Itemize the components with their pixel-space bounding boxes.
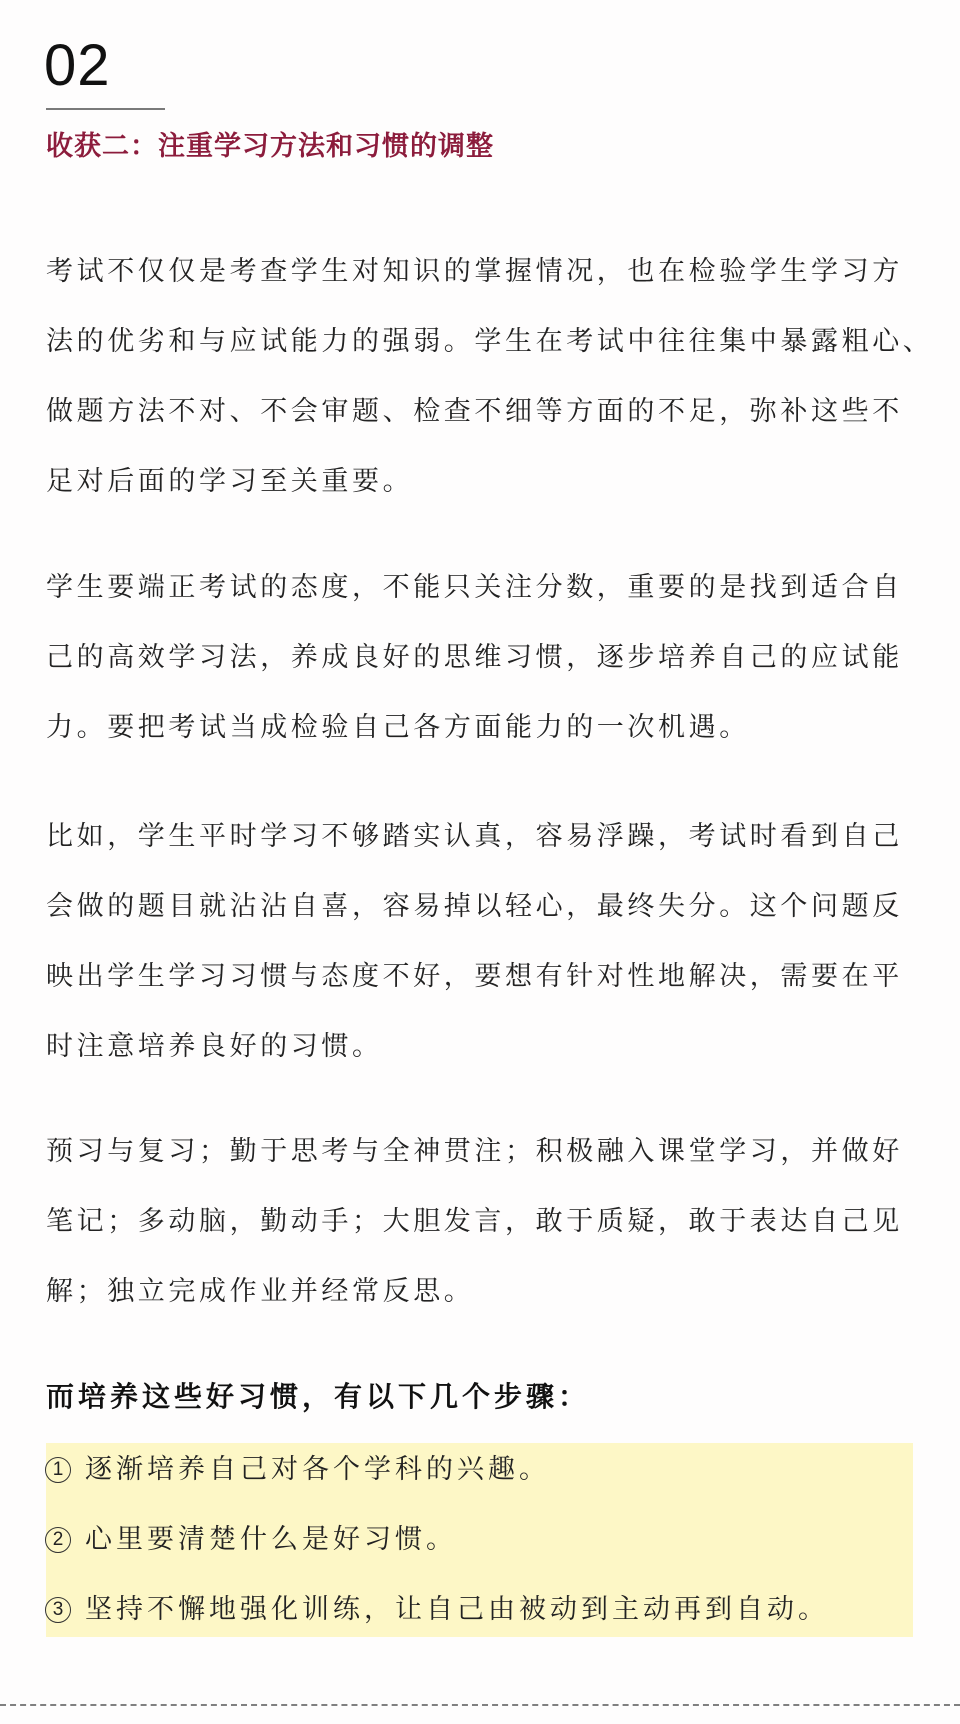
step-text: 坚持不懈地强化训练，让自己由被动到主动再到自动。 [85, 1594, 829, 1625]
circled-number-1-icon: 1 [45, 1457, 71, 1483]
paragraph-3 [46, 802, 946, 1082]
step-item-1 [46, 1448, 550, 1492]
paragraph-line: 比如，学生平时学习不够踏实认真，容易浮躁，考试时看到自己 [46, 821, 903, 852]
section-number: 02 [44, 33, 111, 98]
step-item-3 [46, 1588, 829, 1632]
paragraph-line: 己的高效学习法，养成良好的思维习惯，逐步培养自己的应试能 [46, 642, 903, 673]
step-text: 心里要清楚什么是好习惯。 [85, 1524, 457, 1555]
steps-heading: 而培养这些好习惯，有以下几个步骤： [46, 1380, 591, 1413]
paragraph-2 [46, 553, 946, 763]
circled-number-3-icon: 3 [45, 1597, 71, 1623]
paragraph-line: 法的优劣和与应试能力的强弱。学生在考试中往往集中暴露粗心、 [46, 326, 934, 357]
paragraph-1 [46, 237, 946, 517]
paragraph-line: 解；独立完成作业并经常反思。 [46, 1276, 475, 1307]
section-title: 收获二：注重学习方法和习惯的调整 [46, 131, 494, 162]
paragraph-line: 考试不仅仅是考查学生对知识的掌握情况，也在检验学生学习方 [46, 256, 903, 287]
paragraph-4 [46, 1117, 946, 1327]
paragraph-line: 做题方法不对、不会审题、检查不细等方面的不足，弥补这些不 [46, 396, 903, 427]
bottom-dashed-divider [0, 1704, 960, 1706]
paragraph-line: 足对后面的学习至关重要。 [46, 466, 414, 497]
paragraph-line: 笔记；多动脑，勤动手；大胆发言，敢于质疑，敢于表达自己见 [46, 1206, 903, 1237]
section-divider [46, 108, 165, 110]
steps-highlight-box [46, 1443, 913, 1637]
paragraph-line: 会做的题目就沾沾自喜，容易掉以轻心，最终失分。这个问题反 [46, 891, 903, 922]
paragraph-line: 学生要端正考试的态度，不能只关注分数，重要的是找到适合自 [46, 572, 903, 603]
paragraph-line: 时注意培养良好的习惯。 [46, 1031, 383, 1062]
paragraph-line: 预习与复习；勤于思考与全神贯注；积极融入课堂学习，并做好 [46, 1136, 903, 1167]
step-text: 逐渐培养自己对各个学科的兴趣。 [85, 1454, 550, 1485]
step-item-2 [46, 1518, 457, 1562]
circled-number-2-icon: 2 [45, 1527, 71, 1553]
paragraph-line: 力。要把考试当成检验自己各方面能力的一次机遇。 [46, 712, 750, 743]
paragraph-line: 映出学生学习习惯与态度不好，要想有针对性地解决，需要在平 [46, 961, 903, 992]
